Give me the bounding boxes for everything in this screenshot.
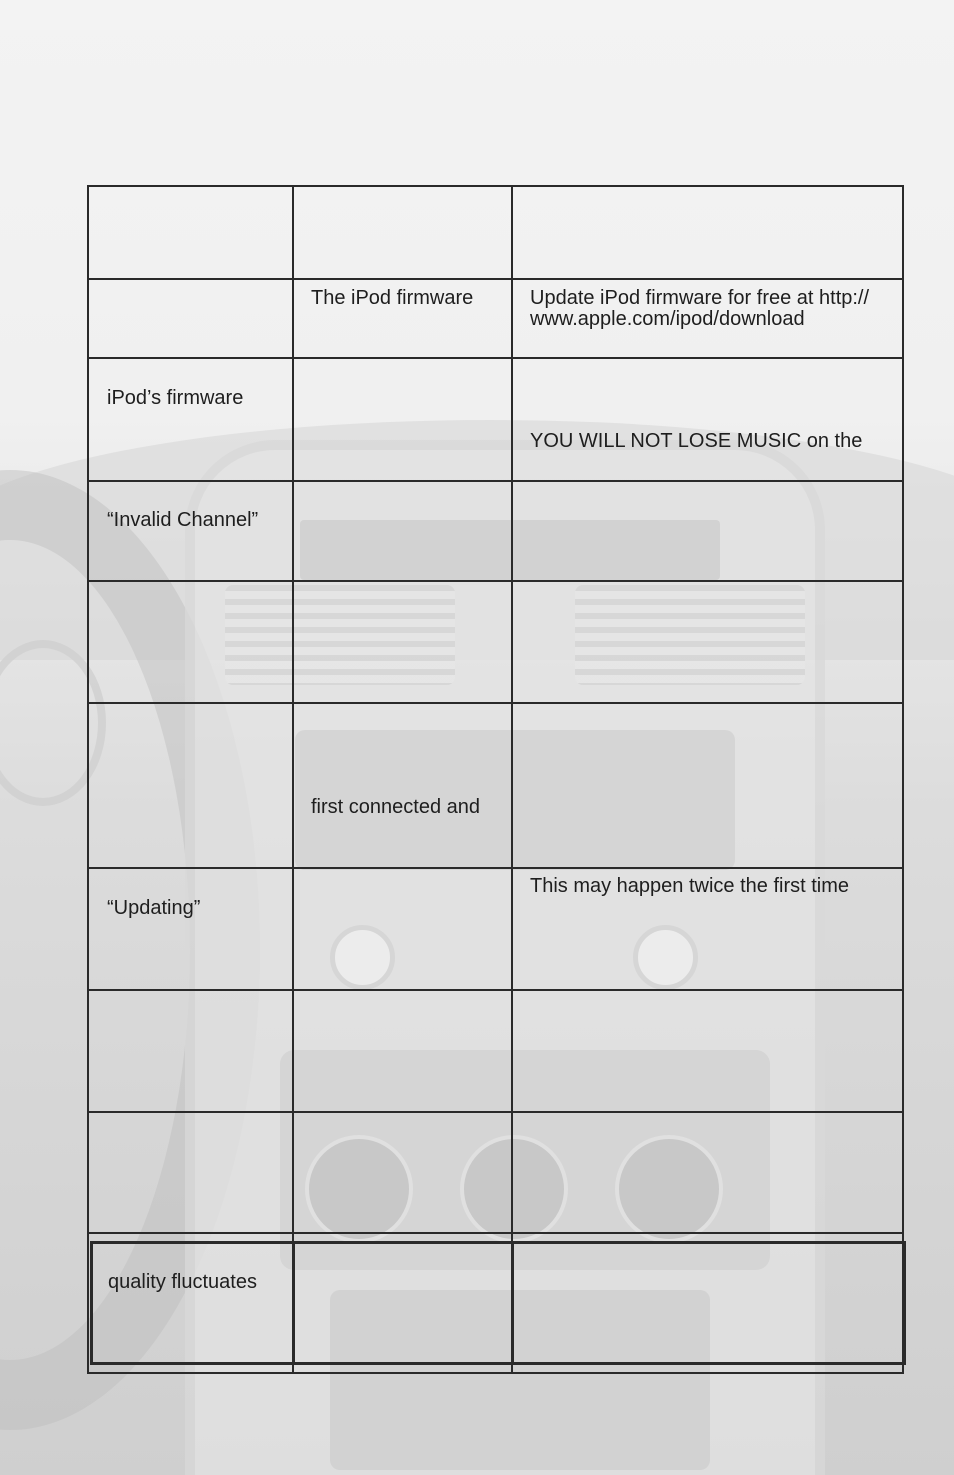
cell-updating-problem: “Updating” [107, 897, 201, 919]
column-divider [292, 187, 294, 1372]
column-divider [511, 187, 513, 1372]
cell-firmware-cause: The iPod firmware [311, 287, 474, 309]
row-divider [89, 1232, 902, 1234]
row-divider [89, 357, 902, 359]
row-divider [89, 867, 902, 869]
row-divider [89, 278, 902, 280]
row-divider [89, 480, 902, 482]
cell-firmware-solution-line1: Update iPod firmware for free at http:// [530, 287, 870, 309]
cell-updating-solution: This may happen twice the first time [530, 875, 850, 897]
row-divider [89, 1111, 902, 1113]
row-divider [89, 580, 902, 582]
column-divider [293, 1244, 295, 1362]
cell-ipod-firmware-solution: YOU WILL NOT LOSE MUSIC on the [530, 430, 863, 452]
column-divider [512, 1244, 514, 1362]
cell-invalid-channel-problem: “Invalid Channel” [107, 509, 259, 531]
cell-ipod-firmware-problem: iPod’s firmware [107, 387, 244, 409]
cell-first-connected-cause: first connected and [311, 796, 480, 818]
troubleshooting-table [87, 185, 904, 1374]
row-divider [89, 702, 902, 704]
cell-firmware-solution-line2: www.apple.com/ipod/download [530, 308, 805, 330]
cell-quality-fluctuates-problem: quality fluctuates [108, 1271, 257, 1293]
highlighted-row-frame [90, 1241, 906, 1365]
row-divider [89, 989, 902, 991]
